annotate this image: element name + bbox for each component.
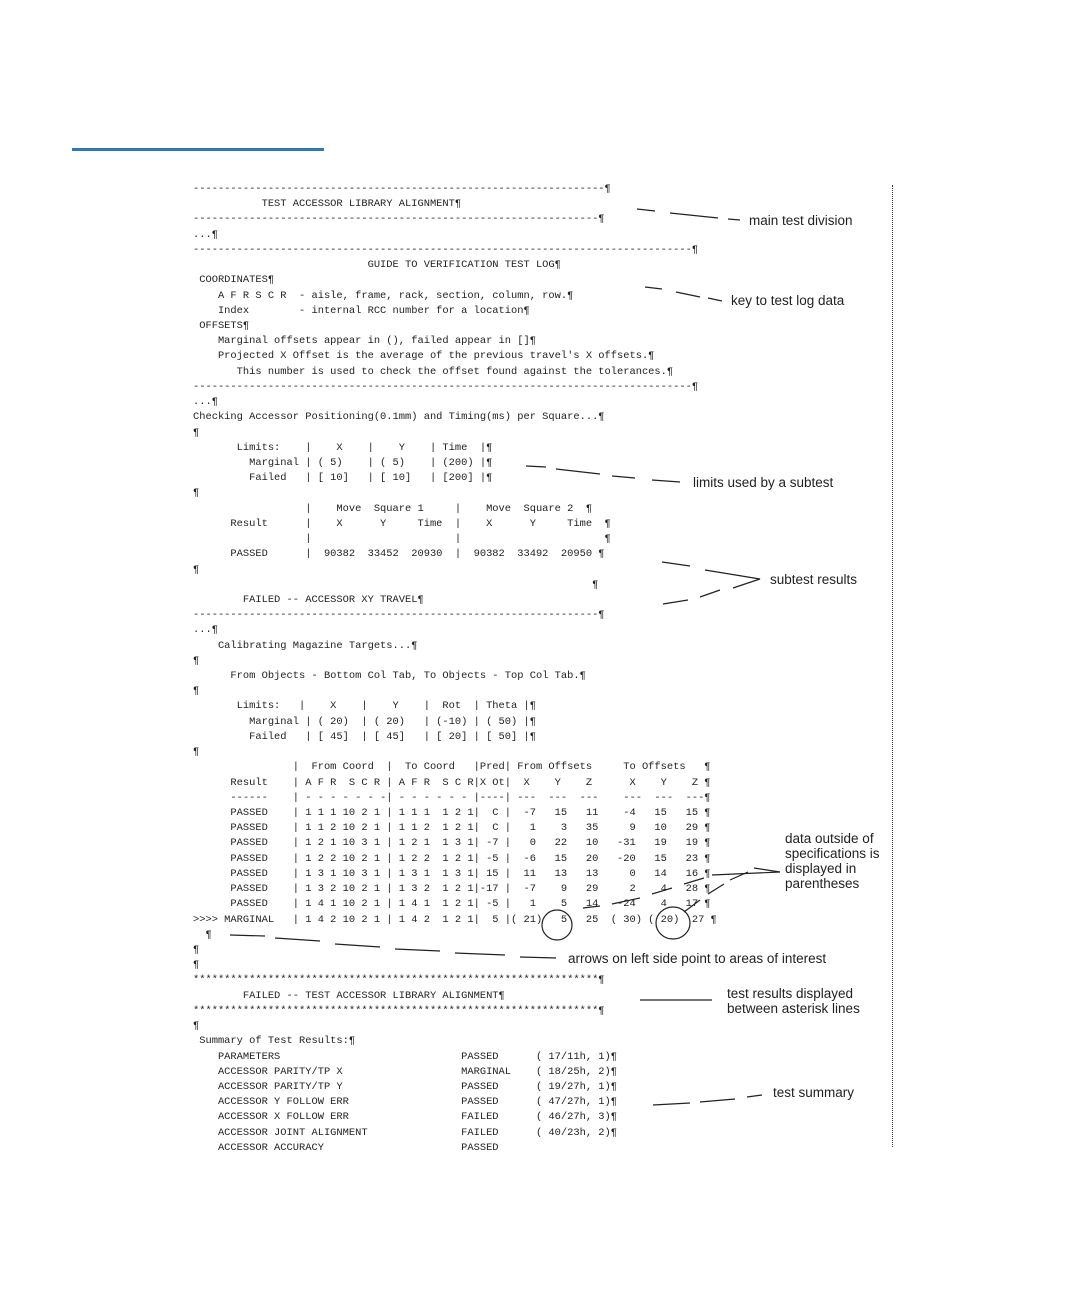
log-line: ¶ [193,959,200,972]
log-line: --------------------------------------------------------------------------------¶ [193,243,699,256]
log-line: A F R S C R - aisle, frame, rack, section, column, row.¶ [193,289,574,302]
log-line: ¶ [193,654,200,667]
callout-data-outside-specs: data outside of specifications is displayed in parentheses [785,831,880,891]
callout-asterisk-lines: test results displayed between asterisk lines [727,986,860,1016]
log-line: ¶ [193,746,200,759]
log-line: PARAMETERS PASSED ( 17/11h, 1)¶ [193,1050,618,1063]
highlight-circle-y [656,907,690,939]
log-line: Marginal offsets appear in (), failed appear in []¶ [193,335,536,348]
log-line: FAILED -- ACCESSOR XY TRAVEL¶ [193,593,424,606]
log-line: PASSED | 1 2 2 10 2 1 | 1 2 2 1 2 1| -5 | -6 15 20 -20 15 23 ¶ [193,852,711,865]
log-line: *****************************************************************¶ [193,974,605,987]
callout-test-summary: test summary [773,1085,855,1100]
log-line: ACCESSOR Y FOLLOW ERR PASSED ( 47/27h, 1)¶ [193,1096,618,1109]
log-line: -----------------------------------------------------------------¶ [193,213,605,226]
log-line: Failed | [ 45] | [ 45] | [ 20] | [ 50] |¶ [193,730,536,743]
log-line: Summary of Test Results:¶ [193,1035,356,1048]
log-line: -----------------------------------------------------------------¶ [193,609,605,622]
highlight-circle-x [542,910,572,940]
log-line: PASSED | 1 3 1 10 3 1 | 1 3 1 1 3 1| 15 | 11 13 13 0 14 16 ¶ [193,867,711,880]
log-line: ¶ [193,426,200,439]
leader-subtest-results [662,562,760,604]
log-line: FAILED -- TEST ACCESSOR LIBRARY ALIGNMENT¶ [193,989,505,1002]
leader-data-outside-a [583,872,780,908]
log-line: ACCESSOR X FOLLOW ERR FAILED ( 46/27h, 3)¶ [193,1111,618,1124]
leader-main-test-division [637,209,740,220]
callout-subtest-results: subtest results [770,572,858,587]
leader-limits [526,466,680,482]
log-line: OFFSETS¶ [193,319,250,332]
log-line: ¶ [193,1020,200,1033]
log-line: Limits: | X | Y | Time |¶ [193,441,493,454]
log-line: TEST ACCESSOR LIBRARY ALIGNMENT¶ [193,198,462,211]
callout-key-to-test-log: key to test log data [731,293,845,308]
log-line: ACCESSOR ACCURACY PASSED [193,1141,530,1154]
log-line: PASSED | 1 1 2 10 2 1 | 1 1 2 1 2 1| C | 1 3 35 9 10 29 ¶ [193,822,711,835]
callout-arrows: arrows on left side point to areas of interest [568,951,827,966]
leader-key-to-test-log [645,287,722,301]
log-line: PASSED | 1 4 1 10 2 1 | 1 4 1 1 2 1| -5 | 1 5 14 -24 4 17 ¶ [193,898,711,911]
callout-main-test-division: main test division [749,213,853,228]
log-line: Result | X Y Time | X Y Time ¶ [193,517,611,530]
log-line: *****************************************************************¶ [193,1004,605,1017]
log-line: From Objects - Bottom Col Tab, To Objects - Top Col Tab.¶ [193,670,586,683]
log-line: ACCESSOR PARITY/TP X MARGINAL ( 18/25h, 2)¶ [193,1065,618,1078]
log-line: ...¶ [193,624,218,637]
log-line: COORDINATES¶ [193,274,275,287]
log-line: Calibrating Magazine Targets...¶ [193,639,418,652]
log-line: ¶ [193,487,200,500]
leader-summary [653,1095,762,1105]
log-line: | From Coord | To Coord |Pred| From Offsets To Offsets ¶ [193,761,711,774]
log-line: Failed | [ 10] | [ 10] | [200] |¶ [193,472,493,485]
leader-arrows [230,935,556,958]
log-line: ACCESSOR PARITY/TP Y PASSED ( 19/27h, 1)¶ [193,1080,618,1093]
log-line: Index - internal RCC number for a location¶ [193,304,530,317]
log-line: Limits: | X | Y | Rot | Theta |¶ [193,700,536,713]
log-line: Marginal | ( 20) | ( 20) | (-10) | ( 50) |¶ [193,715,536,728]
log-line: ¶ [193,563,200,576]
log-line: PASSED | 1 1 1 10 2 1 | 1 1 1 1 2 1| C | -7 15 11 -4 15 15 ¶ [193,807,711,820]
log-line: ¶ [193,578,599,591]
log-line: | | ¶ [193,533,611,546]
log-line: GUIDE TO VERIFICATION TEST LOG¶ [193,259,561,272]
log-line: ...¶ [193,228,218,241]
log-line: Marginal | ( 5) | ( 5) | (200) |¶ [193,456,493,469]
callout-limits: limits used by a subtest [693,475,834,490]
log-line: Result | A F R S C R | A F R S C R|X Ot| X Y Z X Y Z ¶ [193,776,711,789]
log-line: This number is used to check the offset found against the tolerances.¶ [193,365,674,378]
log-line: ACCESSOR JOINT ALIGNMENT FAILED ( 40/23h, 2)¶ [193,1126,618,1139]
log-line: ...¶ [193,396,218,409]
log-line: PASSED | 1 3 2 10 2 1 | 1 3 2 1 2 1|-17 | -7 9 29 2 4 28 ¶ [193,883,711,896]
log-line: Projected X Offset is the average of the previous travel's X offsets.¶ [193,350,655,363]
log-line: Checking Accessor Positioning(0.1mm) and Timing(ms) per Square...¶ [193,411,605,424]
log-line: | Move Square 1 | Move Square 2 ¶ [193,502,593,515]
log-line: ¶ [193,685,200,698]
log-line: ------ | - - - - - - -| - - - - - - |----| --- --- --- --- --- ---¶ [193,791,711,804]
log-line: PASSED | 1 2 1 10 3 1 | 1 2 1 1 3 1| -7 | 0 22 10 -31 19 19 ¶ [193,837,711,850]
log-line: PASSED | 90382 33452 20930 | 90382 33492 20950 ¶ [193,548,605,561]
log-line: ------------------------------------------------------------------¶ [193,183,611,195]
log-line: --------------------------------------------------------------------------------¶ [193,380,699,393]
log-line: ¶ [193,928,212,941]
log-line: ¶ [193,944,200,956]
log-line: >>>> MARGINAL | 1 4 2 10 2 1 | 1 4 2 1 2 1| 5 |( 21) 5 25 ( 30) ( 20) 27 ¶ [193,913,717,926]
